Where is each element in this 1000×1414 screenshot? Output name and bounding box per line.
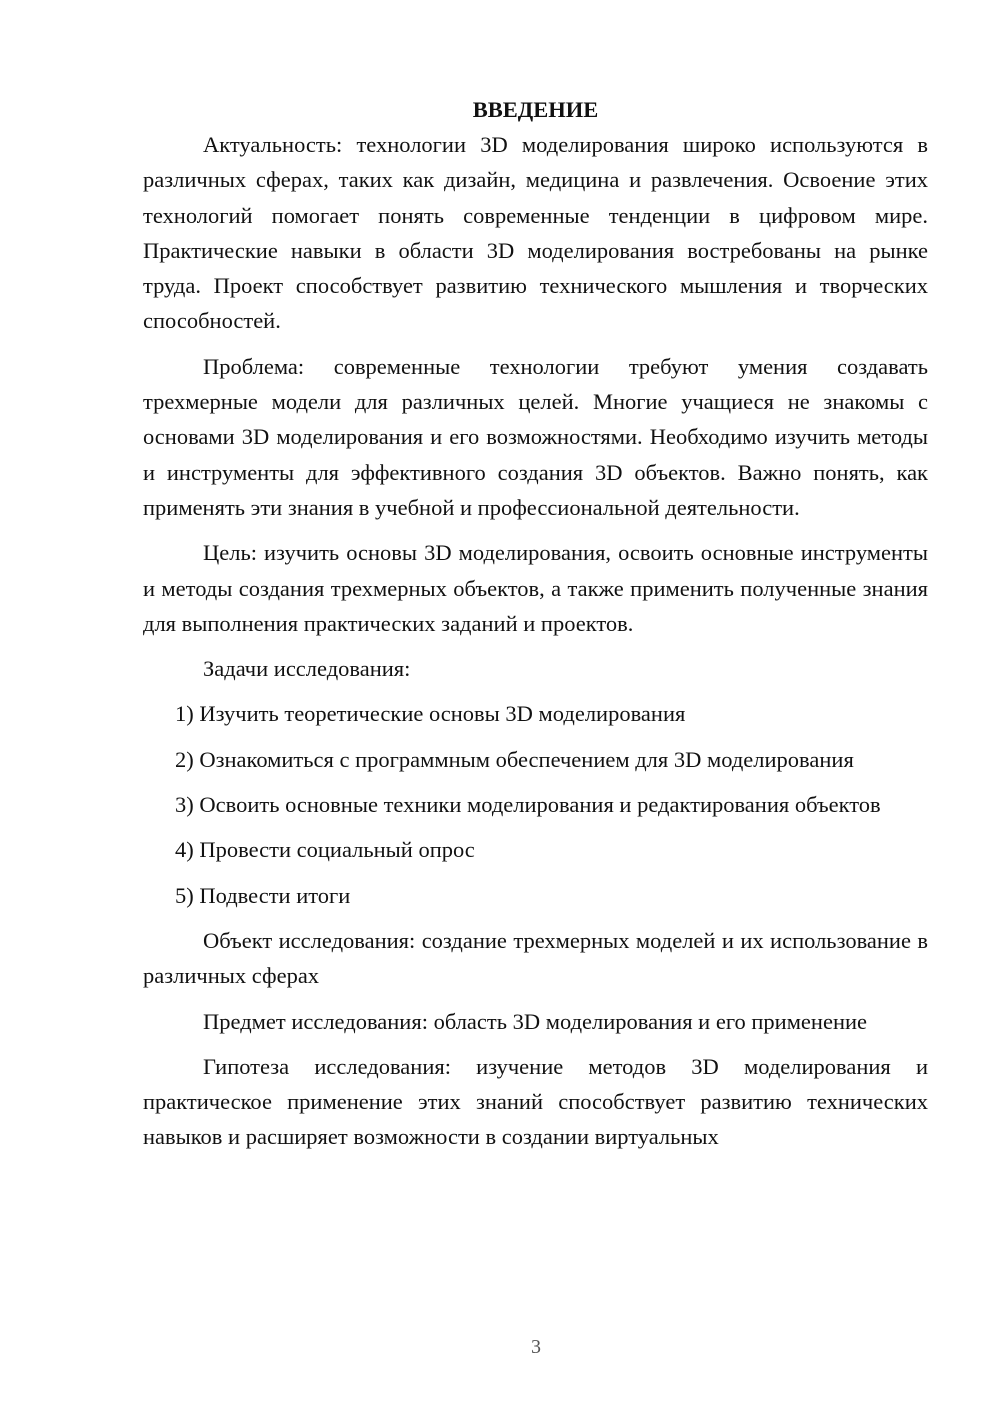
relevance-paragraph: Актуальность: технологии 3D моделирования широко используются в различных сферах, таких как дизайн, медицина и развлечения. Освоение этих технологий помогает понять современные тенденции в цифровом мире. Практические навыки в области 3D моделирования востребованы на рынке труда. Проект способствует развитию технического мышления и творческих способностей. xyxy=(143,132,928,334)
goal-paragraph: Цель: изучить основы 3D моделирования, освоить основные инструменты и методы создания трехмерных объектов, а также применить полученные знания для выполнения практических заданий и проектов. xyxy=(143,540,928,636)
page-content xyxy=(143,92,928,1165)
subject-paragraph: Предмет исследования: область 3D моделирования и его применение xyxy=(203,1008,868,1034)
page-title: ВВЕДЕНИЕ xyxy=(472,97,599,122)
tasks-heading: Задачи исследования: xyxy=(203,656,411,682)
list-item: 1) Изучить теоретические основы 3D моделирования xyxy=(175,701,686,727)
page-number: 3 xyxy=(531,1336,541,1358)
list-item: 5) Подвести итоги xyxy=(175,882,351,908)
hypothesis-paragraph: Гипотеза исследования: изучение методов 3D моделирования и практическое применение этих знаний способствует развитию технических навыков и расширяет возможности в создании виртуальных xyxy=(143,1053,928,1150)
list-item: 2) Ознакомиться с программным обеспечением для 3D моделирования xyxy=(175,746,854,772)
object-paragraph: Объект исследования: создание трехмерных моделей и их использование в различных сферах xyxy=(143,927,928,989)
problem-paragraph: Проблема: современные технологии требуют умения создавать трехмерные модели для различных целей. Многие учащиеся не знакомы с основами 3D моделирования и его возможностями. Необходимо изучить методы и инструменты для эффективного создания 3D объектов. Важно понять, как применять эти знания в учебной и профессиональной деятельности. xyxy=(143,353,928,520)
list-item: 4) Провести социальный опрос xyxy=(175,837,475,863)
list-item: 3) Освоить основные техники моделирования и редактирования объектов xyxy=(175,792,881,818)
